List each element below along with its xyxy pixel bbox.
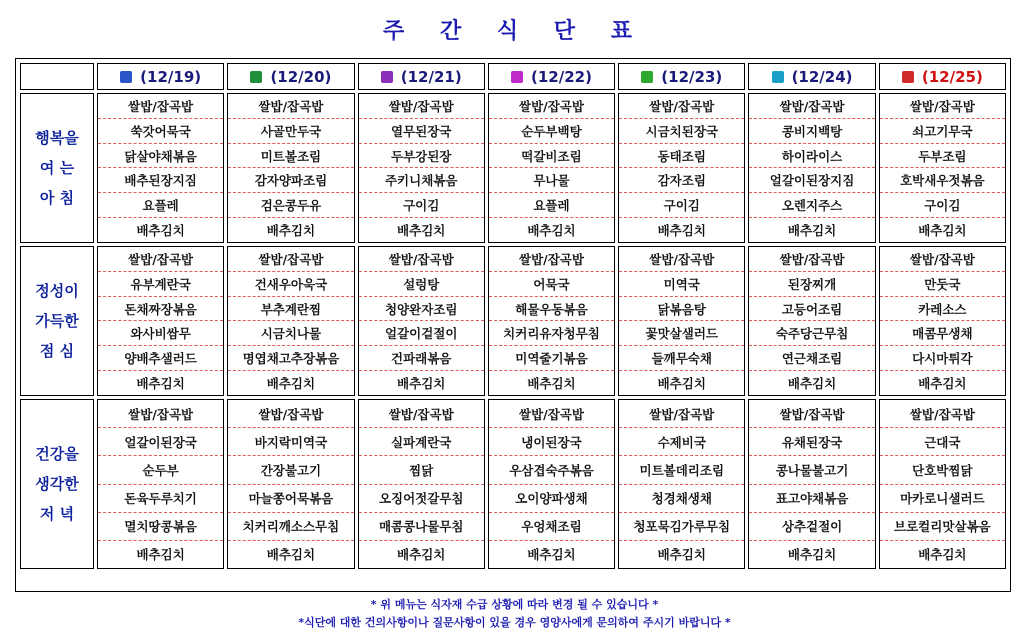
menu-item: 쌀밥/잡곡밥	[749, 400, 874, 428]
menu-item: 유부계란국	[98, 272, 223, 297]
menu-item: 미트볼조림	[228, 144, 353, 169]
menu-item: 배추김치	[657, 547, 706, 563]
menu-item: 어묵국	[489, 272, 614, 297]
menu-item: 배추김치	[657, 376, 706, 392]
menu-item: 고등어조림	[749, 297, 874, 322]
day-header-3	[488, 63, 615, 90]
menu-item: 배추김치	[397, 376, 446, 392]
day-header-6	[879, 63, 1006, 90]
menu-item: 배추된장지짐	[98, 168, 223, 193]
menu-item: 미역국	[619, 272, 744, 297]
menu-item: 두부조림	[880, 144, 1005, 169]
menu-item: 오렌지주스	[749, 193, 874, 218]
menu-item-list	[98, 94, 223, 242]
menu-item: 근대국	[880, 428, 1005, 456]
menu-item: 청양완자조림	[359, 297, 484, 322]
menu-item: 쌀밥/잡곡밥	[489, 247, 614, 272]
menu-cell	[879, 399, 1006, 569]
menu-item: 우삼겹숙주볶음	[489, 456, 614, 484]
menu-item: 배추김치	[266, 223, 316, 239]
menu-item: 요플레	[98, 193, 223, 218]
menu-item-list	[619, 247, 744, 395]
menu-item-list	[359, 247, 484, 395]
menu-item: 유채된장국	[749, 428, 874, 456]
menu-item-list	[749, 247, 874, 395]
menu-item: 배추김치	[527, 376, 576, 392]
menu-item: 우엉채조림	[489, 513, 614, 541]
menu-item: 쌀밥/잡곡밥	[880, 400, 1005, 428]
menu-item-list	[489, 94, 614, 242]
menu-item: 쌀밥/잡곡밥	[98, 247, 223, 272]
menu-item: 매콤콩나물무침	[359, 513, 484, 541]
menu-item-list	[619, 400, 744, 568]
menu-cell	[488, 93, 615, 243]
menu-item: 쌀밥/잡곡밥	[489, 94, 614, 119]
menu-item: 배추김치	[266, 547, 316, 563]
menu-item: 배추김치	[136, 547, 185, 563]
menu-item: 쌀밥/잡곡밥	[880, 247, 1005, 272]
menu-item: 두부강된장	[359, 144, 484, 169]
menu-item: 배추김치	[918, 547, 967, 563]
menu-item: 돈육두루치기	[98, 485, 223, 513]
menu-cell	[358, 399, 485, 569]
menu-cell	[618, 246, 745, 396]
menu-item: 구이김	[619, 193, 744, 218]
cup-icon	[511, 71, 523, 83]
menu-item: 시금치나물	[228, 321, 353, 346]
menu-item: 실파계란국	[359, 428, 484, 456]
menu-item: 얼갈이된장지짐	[749, 168, 874, 193]
menu-item: 단호박찜닭	[880, 456, 1005, 484]
menu-item: 설렁탕	[359, 272, 484, 297]
menu-cell	[358, 93, 485, 243]
menu-item: 오이양파생채	[489, 485, 614, 513]
menu-item-list	[489, 400, 614, 568]
menu-item: 배추김치	[527, 223, 576, 239]
menu-item: 배추김치	[787, 376, 837, 392]
meal-label-line: 건강을	[35, 445, 79, 463]
menu-item: 검은콩두유	[228, 193, 353, 218]
day-date: (12/20)	[270, 67, 332, 86]
menu-item: 사골만두국	[228, 119, 353, 144]
menu-item: 구이김	[880, 193, 1005, 218]
menu-item: 냉이된장국	[489, 428, 614, 456]
menu-item: 쌀밥/잡곡밥	[749, 247, 874, 272]
day-date: (12/23)	[661, 67, 723, 86]
menu-item: 청포묵김가루무침	[619, 513, 744, 541]
meal-label	[20, 399, 94, 569]
menu-item: 치커리유자청무침	[489, 321, 614, 346]
menu-item: 동태조림	[619, 144, 744, 169]
menu-item: 마늘쫑어묵볶음	[228, 485, 353, 513]
menu-item: 된장찌개	[749, 272, 874, 297]
menu-cell	[227, 246, 354, 396]
meal-row-1	[20, 246, 1006, 396]
menu-item-list	[749, 400, 874, 568]
menu-item: 닭살야채볶음	[98, 144, 223, 169]
menu-item: 순두부백탕	[489, 119, 614, 144]
menu-item: 와사비쌈무	[98, 321, 223, 346]
menu-item: 떡갈비조림	[489, 144, 614, 169]
menu-item-list	[228, 400, 353, 568]
menu-item: 쌀밥/잡곡밥	[98, 94, 223, 119]
menu-cell	[748, 93, 875, 243]
menu-cell	[488, 246, 615, 396]
menu-item: 콩나물불고기	[749, 456, 874, 484]
book-icon	[772, 71, 784, 83]
menu-item: 콩비지백탕	[749, 119, 874, 144]
menu-cell	[748, 246, 875, 396]
heart-icon	[902, 71, 914, 83]
day-header-4	[618, 63, 745, 90]
menu-item: 쌀밥/잡곡밥	[228, 94, 353, 119]
menu-item: 오징어젓갈무침	[359, 485, 484, 513]
menu-item: 매콤무생채	[880, 321, 1005, 346]
menu-item: 쌀밥/잡곡밥	[619, 400, 744, 428]
menu-item: 마카로니샐러드	[880, 485, 1005, 513]
menu-item: 배추김치	[787, 547, 837, 563]
menu-cell	[227, 399, 354, 569]
menu-item: 만둣국	[880, 272, 1005, 297]
meal-label-line: 점 심	[39, 342, 75, 360]
menu-item: 건새우아욱국	[228, 272, 353, 297]
meal-label-line: 여 는	[39, 159, 75, 177]
menu-item: 배추김치	[527, 547, 576, 563]
menu-item: 꽃맛살샐러드	[619, 321, 744, 346]
menu-cell	[358, 246, 485, 396]
menu-item: 숙주당근무침	[749, 321, 874, 346]
menu-item: 쌀밥/잡곡밥	[880, 94, 1005, 119]
menu-item: 감자양파조림	[228, 168, 353, 193]
day-header-2	[358, 63, 485, 90]
day-date: (12/24)	[791, 67, 853, 86]
menu-item: 부추계란찜	[228, 297, 353, 322]
menu-item: 청경채생채	[619, 485, 744, 513]
menu-item: 배추김치	[136, 223, 185, 239]
menu-cell	[618, 399, 745, 569]
menu-cell	[97, 399, 224, 569]
menu-item: 다시마튀각	[880, 346, 1005, 371]
meal-label-line: 행복을	[35, 129, 79, 147]
menu-item: 쇠고기무국	[880, 119, 1005, 144]
menu-item: 들깨무숙채	[619, 346, 744, 371]
meal-row-0	[20, 93, 1006, 243]
menu-item: 상추겉절이	[749, 513, 874, 541]
menu-item: 쌀밥/잡곡밥	[359, 400, 484, 428]
meal-label-line: 저 녁	[39, 505, 75, 523]
menu-item-list	[880, 247, 1005, 395]
menu-item: 명엽채고추장볶음	[228, 346, 353, 371]
menu-item: 하이라이스	[749, 144, 874, 169]
day-date: (12/22)	[531, 67, 592, 86]
clover-icon	[250, 71, 262, 83]
page-title: 주 간 식 단 표	[383, 19, 646, 44]
menu-item: 주키니채볶음	[359, 168, 484, 193]
menu-item-list	[880, 400, 1005, 568]
menu-item: 양배추샐러드	[98, 346, 223, 371]
menu-item: 표고야채볶음	[749, 485, 874, 513]
menu-item: 멸치땅콩볶음	[98, 513, 223, 541]
menu-item: 연근채조림	[749, 346, 874, 371]
menu-item: 쌀밥/잡곡밥	[489, 400, 614, 428]
menu-item: 건파래볶음	[359, 346, 484, 371]
menu-item: 호박새우젓볶음	[880, 168, 1005, 193]
day-date: (12/21)	[400, 67, 462, 86]
menu-item: 배추김치	[397, 547, 446, 563]
menu-item: 미트볼데리조림	[619, 456, 744, 484]
menu-item: 쌀밥/잡곡밥	[619, 94, 744, 119]
header-row	[20, 63, 1006, 90]
menu-item-list	[359, 400, 484, 568]
menu-item: 얼갈이된장국	[98, 428, 223, 456]
menu-item: 해물우동볶음	[489, 297, 614, 322]
meal-label	[20, 93, 94, 243]
menu-item: 브로컬리맛살볶음	[880, 513, 1005, 541]
menu-cell	[748, 399, 875, 569]
menu-item: 요플레	[489, 193, 614, 218]
menu-item: 쌀밥/잡곡밥	[359, 247, 484, 272]
menu-item: 얼갈이겉절이	[359, 321, 484, 346]
menu-item: 구이김	[359, 193, 484, 218]
menu-item: 열무된장국	[359, 119, 484, 144]
menu-item: 닭볶음탕	[619, 297, 744, 322]
meal-row-2	[20, 399, 1006, 569]
menu-item: 배추김치	[136, 376, 185, 392]
menu-item-list	[880, 94, 1005, 242]
menu-item-list	[359, 94, 484, 242]
menu-item: 쌀밥/잡곡밥	[228, 247, 353, 272]
meal-label-line: 정성이	[35, 282, 79, 300]
menu-cell	[879, 93, 1006, 243]
menu-cell	[97, 246, 224, 396]
day-date: (12/19)	[140, 67, 202, 86]
menu-item: 배추김치	[657, 223, 706, 239]
menu-cell	[227, 93, 354, 243]
menu-item: 돈채짜장볶음	[98, 297, 223, 322]
menu-item: 쑥갓어묵국	[98, 119, 223, 144]
day-date: (12/25)	[921, 67, 983, 86]
menu-item: 감자조림	[619, 168, 744, 193]
tree-icon	[641, 71, 653, 83]
menu-item: 시금치된장국	[619, 119, 744, 144]
menu-item: 간장불고기	[228, 456, 353, 484]
menu-cell	[97, 93, 224, 243]
menu-item-list	[98, 400, 223, 568]
menu-item-list	[619, 94, 744, 242]
menu-cell	[618, 93, 745, 243]
notice-change: * 위 메뉴는 식자재 수급 상황에 따라 변경 될 수 있습니다 *	[370, 598, 659, 611]
menu-item: 치커리깨소스무침	[228, 513, 353, 541]
menu-item: 배추김치	[787, 223, 837, 239]
menu-item-list	[228, 94, 353, 242]
menu-item: 배추김치	[918, 376, 967, 392]
menu-item: 쌀밥/잡곡밥	[98, 400, 223, 428]
day-header-1	[227, 63, 354, 90]
menu-item-list	[228, 247, 353, 395]
notice-inquiry: *식단에 대한 건의사항이나 질문사항이 있을 경우 영양사에게 문의하여 주시기 바랍니다 *	[298, 616, 731, 629]
menu-item-list	[98, 247, 223, 395]
day-header-5	[748, 63, 875, 90]
menu-item: 쌀밥/잡곡밥	[749, 94, 874, 119]
menu-table	[17, 60, 1009, 572]
menu-item: 무나물	[489, 168, 614, 193]
menu-item: 쌀밥/잡곡밥	[228, 400, 353, 428]
day-header-0	[97, 63, 224, 90]
menu-item: 카레소스	[880, 297, 1005, 322]
menu-item: 쌀밥/잡곡밥	[619, 247, 744, 272]
menu-item: 배추김치	[918, 223, 967, 239]
menu-item-list	[489, 247, 614, 395]
menu-item: 배추김치	[266, 376, 316, 392]
menu-item: 쌀밥/잡곡밥	[359, 94, 484, 119]
menu-item: 바지락미역국	[228, 428, 353, 456]
menu-cell	[879, 246, 1006, 396]
meal-label-line: 아 침	[39, 189, 75, 207]
meal-label-line: 생각한	[35, 475, 79, 493]
menu-item-list	[749, 94, 874, 242]
flower-icon	[120, 71, 132, 83]
menu-item: 배추김치	[397, 223, 446, 239]
menu-item: 미역줄기볶음	[489, 346, 614, 371]
menu-item: 찜닭	[359, 456, 484, 484]
menu-item: 수제비국	[619, 428, 744, 456]
menu-cell	[488, 399, 615, 569]
meal-label-line: 가득한	[35, 312, 79, 330]
flask-icon	[381, 71, 393, 83]
header-corner-cell	[20, 63, 94, 90]
menu-item: 순두부	[98, 456, 223, 484]
meal-label	[20, 246, 94, 396]
